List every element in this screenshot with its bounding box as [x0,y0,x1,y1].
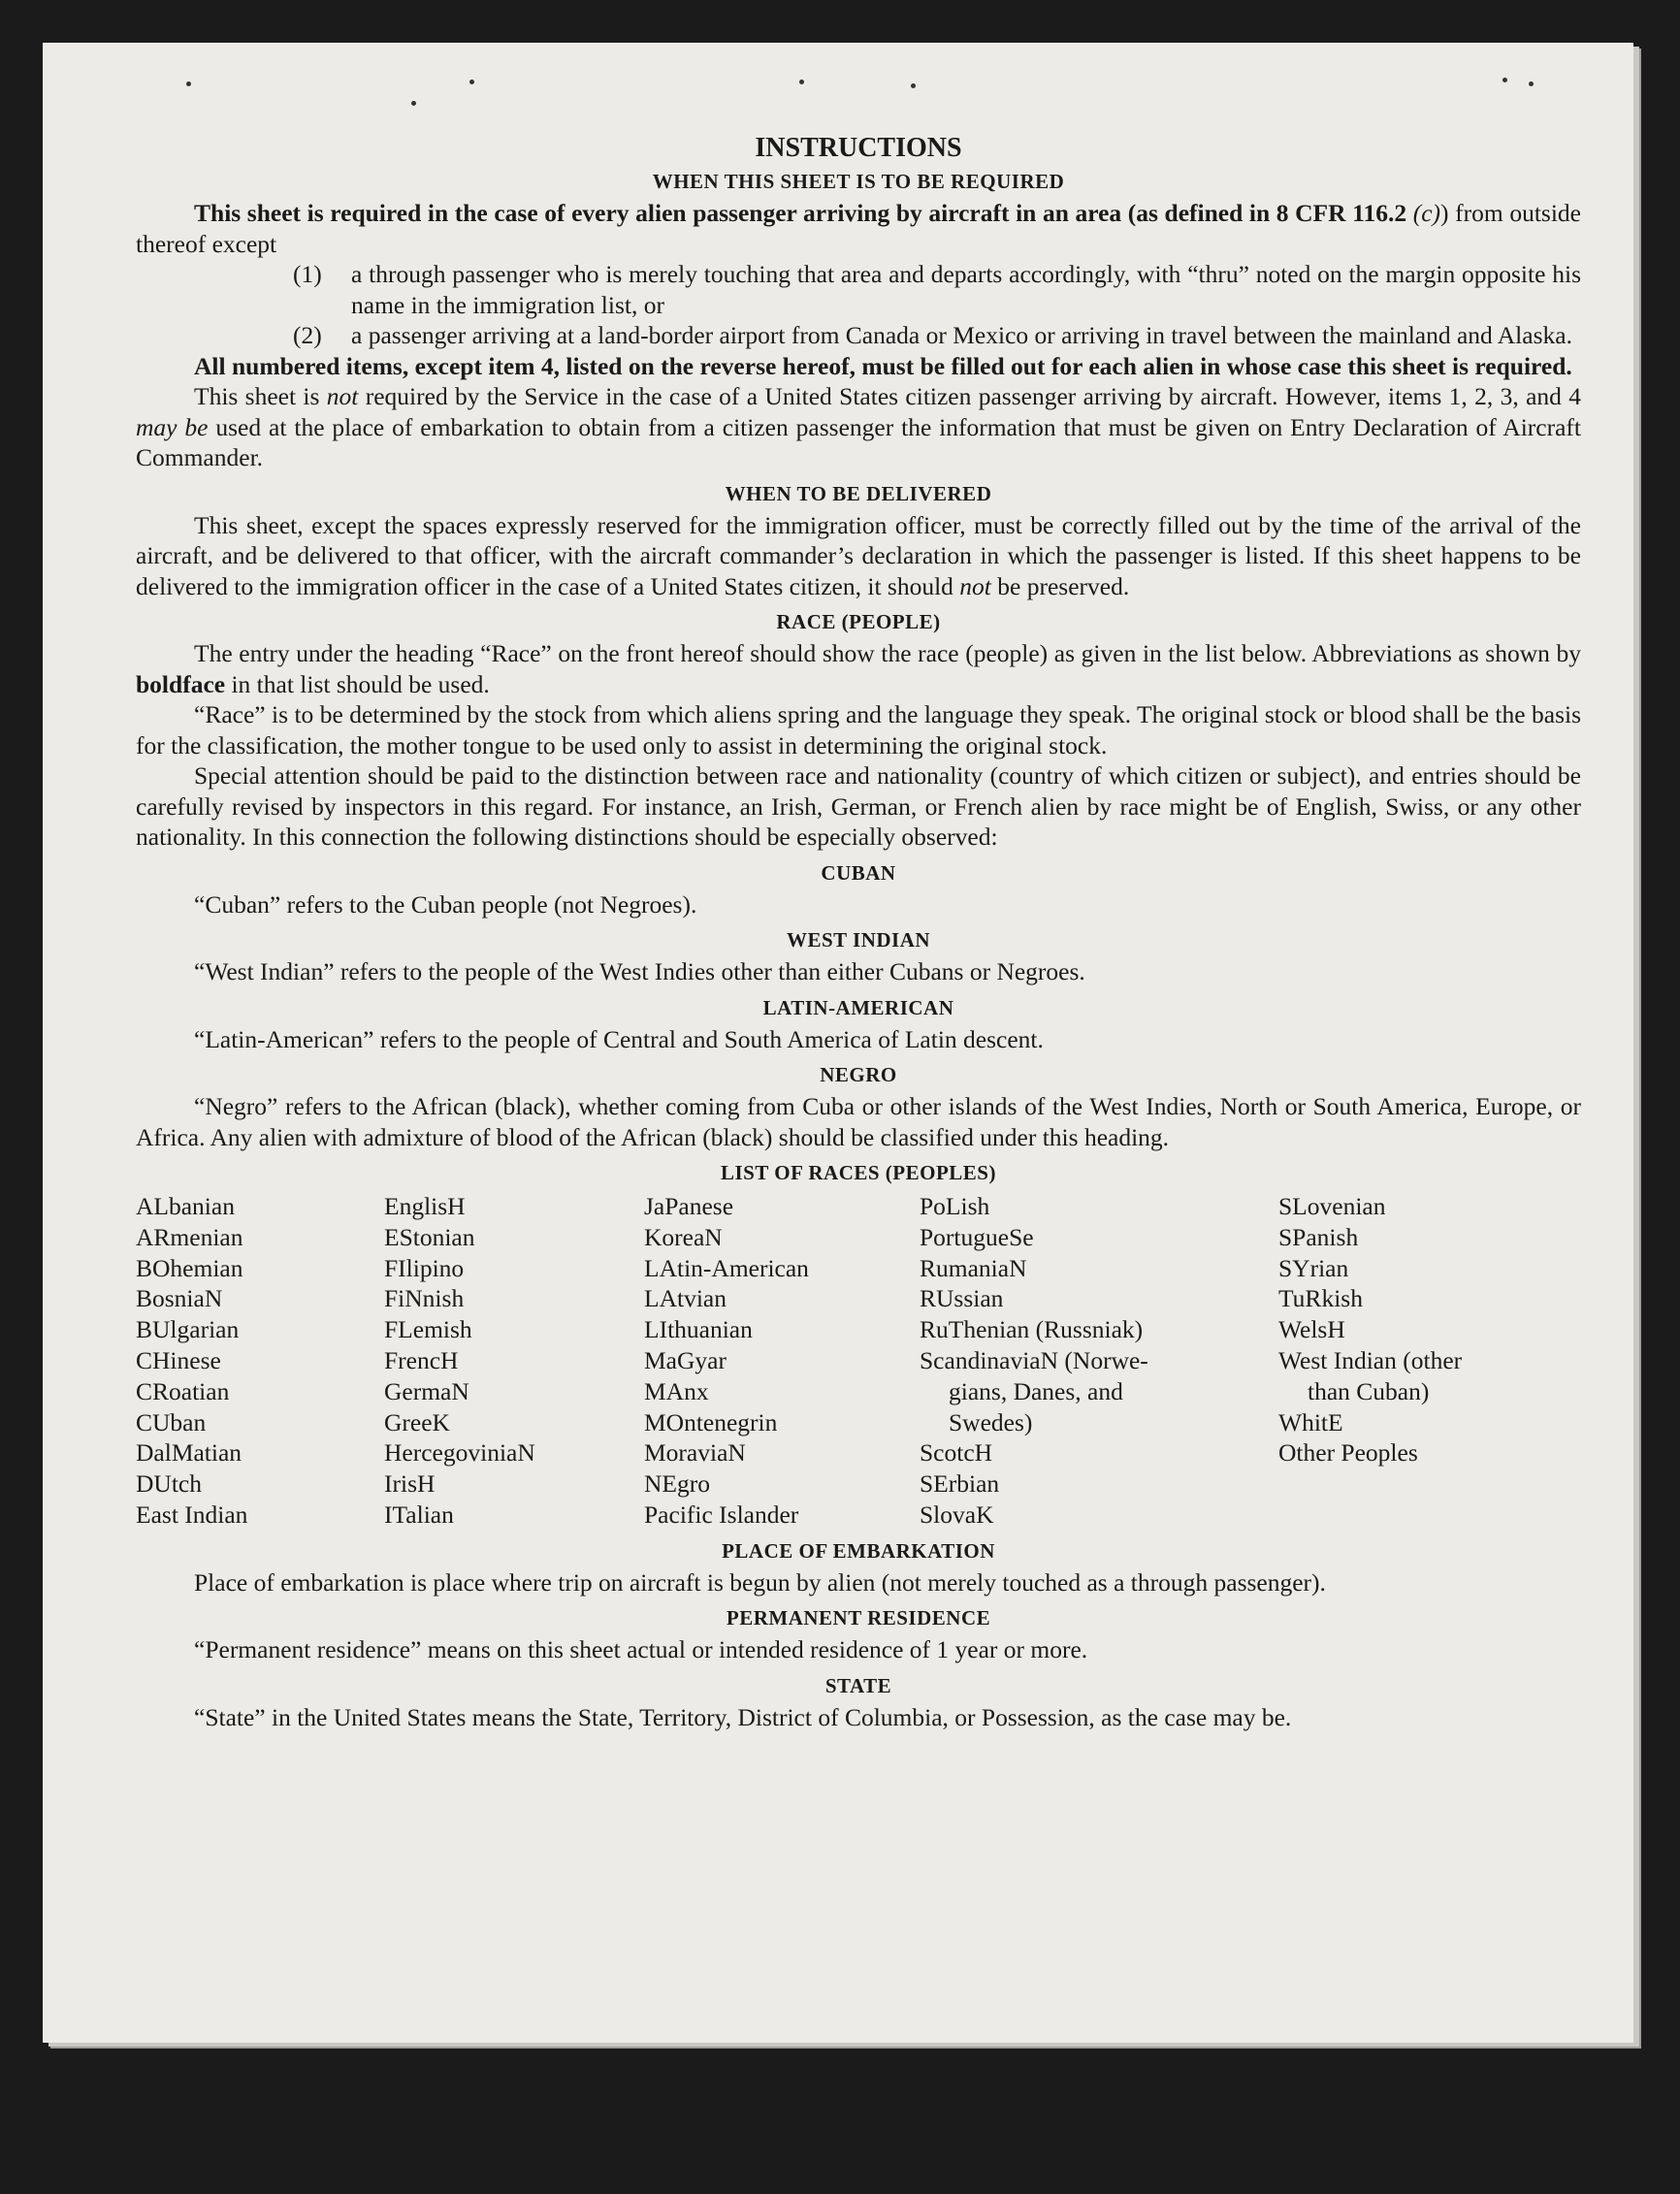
para-state: “State” in the United States means the State, Territory, District of Columbia, or Possession, as the case may be. [194,1702,1292,1731]
para-latin-american: “Latin-American” refers to the people of Central and South America of Latin descent. [194,1024,1044,1053]
race-entry: EStonian [384,1222,475,1251]
race-entry: SPanish [1278,1222,1359,1251]
race-entry: HercegoviniaN [384,1438,535,1468]
race-entry: GermaN [384,1376,469,1405]
heading-races-list: LIST OF RACES (PEOPLES) [721,1161,996,1184]
print-speck [1502,78,1507,82]
race-entry: ScandinaviaN (Norwe- [920,1345,1148,1374]
para-embarkation: Place of embarkation is place where trip on aircraft is begun by alien (not merely touched as a through passenger). [194,1567,1326,1597]
race-entry: IrisH [384,1469,436,1499]
para-residence: “Permanent residence” means on this sheet actual or intended residence of 1 year or more. [194,1635,1088,1664]
race-entry: ALbanian [136,1192,235,1220]
para-required-intro [136,198,1581,259]
heading-latin-american: LATIN-AMERICAN [762,995,954,1019]
race-entry: ARmenian [136,1222,243,1251]
race-entry: TuRkish [1278,1284,1363,1313]
race-entry: PoLish [920,1192,990,1220]
para-race-2: “Race” is to be determined by the stock from which aliens spring and the language they speak. The original stock or blood shall be the basis for the classification, the mother tongue to be used only to assist in determining the original stock. [136,700,1581,759]
intro-text-end: ) from outside thereof except [136,199,1581,258]
item-number: (2) [293,321,322,349]
race-entry: MaGyar [644,1345,727,1374]
race-entry: WelsH [1278,1315,1345,1344]
races-column-3 [644,1191,920,1531]
race-entry: BosniaN [136,1284,223,1313]
race-entry: Other Peoples [1278,1438,1418,1468]
race-entry: SLovenian [1278,1192,1386,1220]
race-entry: BUlgarian [136,1315,240,1344]
para-west-indian: “West Indian” refers to the people of the West Indies other than either Cubans or Negroes. [194,957,1085,985]
race-entry: West Indian (other [1278,1345,1463,1374]
race-entry: DUtch [136,1469,202,1499]
heading-race: RACE (PEOPLE) [776,610,941,633]
race-entry: ITalian [384,1500,454,1529]
item-number: (1) [293,260,322,288]
race-entry: EnglisH [384,1192,466,1220]
race-entry: RuThenian (Russniak) [920,1315,1144,1344]
races-list [136,1191,1581,1531]
race-entry: Swedes) [949,1407,1033,1436]
page-title: INSTRUCTIONS [755,133,962,163]
document-page [43,43,1633,2043]
print-speck [799,80,804,84]
race-entry: LIthuanian [644,1315,753,1344]
heading-west-indian: WEST INDIAN [786,928,931,952]
race-entry: MoraviaN [644,1438,746,1468]
intro-ref: (c) [1412,199,1441,227]
races-column-2 [384,1191,644,1531]
print-speck [911,83,916,88]
exception-item-2 [136,320,1581,351]
race-entry: LAtin-American [644,1253,809,1282]
race-entry: DalMatian [136,1438,242,1468]
para-delivered [136,510,1581,602]
item-text: a passenger arriving at a land-border airport from Canada or Mexico or arriving in travel between the mainland and Alaska. [351,321,1572,349]
race-entry: BOhemian [136,1253,243,1282]
intro-text: This sheet is required in the case of every alien passenger arriving by aircraft in an area (as defined in 8 CFR 116.2 [194,199,1413,227]
para-negro: “Negro” refers to the African (black), whether coming from Cuba or other islands of the West Indies, North or South America, Europe, or Africa. Any alien with admixture of blood of the African (black) should be classified under this heading. [136,1092,1581,1151]
race-entry: ScotcH [920,1438,993,1468]
item-text: a through passenger who is merely touching that area and departs accordingly, with “thru” noted on the margin opposite his name in the immigration list, or [351,260,1581,319]
citizen-text: This sheet is [194,382,327,410]
heading-when-delivered: WHEN TO BE DELIVERED [725,481,992,505]
race-entry: RumaniaN [920,1253,1027,1282]
citizen-text: used at the place of embarkation to obtain from a citizen passenger the information that must be given on Entry Declaration of Aircraft Commander. [136,412,1581,471]
race-entry: FLemish [384,1315,472,1344]
para-race-1 [136,638,1581,699]
race-entry: FIlipino [384,1253,465,1282]
print-speck [411,101,416,106]
race-entry: SlovaK [920,1500,994,1529]
race-entry: SErbian [920,1469,1000,1499]
race-entry: CRoatian [136,1376,230,1405]
heading-when-required: WHEN THIS SHEET IS TO BE REQUIRED [652,170,1065,193]
citizen-emphasis: may be [136,412,209,441]
race-boldface: boldface [136,669,226,698]
race-entry: than Cuban) [1308,1376,1430,1405]
para-numbered-items: All numbered items, except item 4, listed on the reverse hereof, must be filled out for each alien in whose case this sheet is required. [194,351,1572,380]
para-cuban: “Cuban” refers to the Cuban people (not Negroes). [194,889,697,919]
race-entry: RUssian [920,1284,1004,1313]
race-entry: JaPanese [644,1192,734,1220]
heading-residence: PERMANENT RESIDENCE [726,1606,991,1630]
heading-cuban: CUBAN [821,860,896,885]
races-column-5 [1278,1191,1531,1531]
para-citizen [136,381,1581,473]
race-entry: NEgro [644,1469,710,1499]
race-entry: MAnx [644,1376,709,1405]
race-entry: PortugueSe [920,1222,1034,1251]
heading-state: STATE [824,1673,892,1697]
delivered-emphasis: not [959,571,991,600]
race-entry: Pacific Islander [644,1500,799,1529]
exception-item-1 [136,259,1581,320]
races-column-1 [136,1191,384,1531]
race-entry: CHinese [136,1345,221,1374]
print-speck [469,80,474,84]
delivered-text: This sheet, except the spaces expressly reserved for the immigration officer, must be correctly filled out by the time of the arrival of the aircraft, and be delivered to that officer, with the aircraft commander’s declaration in which the passenger is listed. If this sheet happens to be delivered to the immigration officer in the case of a United States citizen, it should [136,510,1581,600]
print-speck [1529,81,1534,86]
delivered-text-end: be preserved. [990,571,1130,600]
para-race-3: Special attention should be paid to the distinction between race and nationality (country of which citizen or subject), and entries should be carefully revised by inspectors in this regard. For instance, an Irish, German, or French alien by race might be of English, Swiss, or any other nationality. In this connection the following distinctions should be especially observed: [136,761,1581,851]
document-body [136,130,1581,1732]
print-speck [186,81,191,86]
citizen-emphasis: not [326,382,359,410]
race-entry: WhitE [1278,1407,1343,1436]
race-entry: CUban [136,1407,207,1436]
race-text-end: in that list should be used. [225,669,490,698]
race-entry: gians, Danes, and [949,1376,1123,1405]
race-entry: East Indian [136,1500,248,1529]
race-entry: FiNnish [384,1284,465,1313]
race-text: The entry under the heading “Race” on the front hereof should show the race (people) as given in the list below. Abbreviations as shown by [194,639,1581,667]
heading-negro: NEGRO [820,1063,897,1086]
race-entry: LAtvian [644,1284,727,1313]
race-entry: GreeK [384,1407,450,1436]
race-entry: MOntenegrin [644,1407,778,1436]
heading-embarkation: PLACE OF EMBARKATION [722,1538,995,1563]
race-entry: FrencH [384,1345,459,1374]
races-column-4 [920,1191,1278,1531]
citizen-text: required by the Service in the case of a United States citizen passenger arriving by aircraft. However, items 1, 2, 3, and 4 [358,382,1581,410]
race-entry: SYrian [1278,1253,1349,1282]
race-entry: KoreaN [644,1222,723,1251]
